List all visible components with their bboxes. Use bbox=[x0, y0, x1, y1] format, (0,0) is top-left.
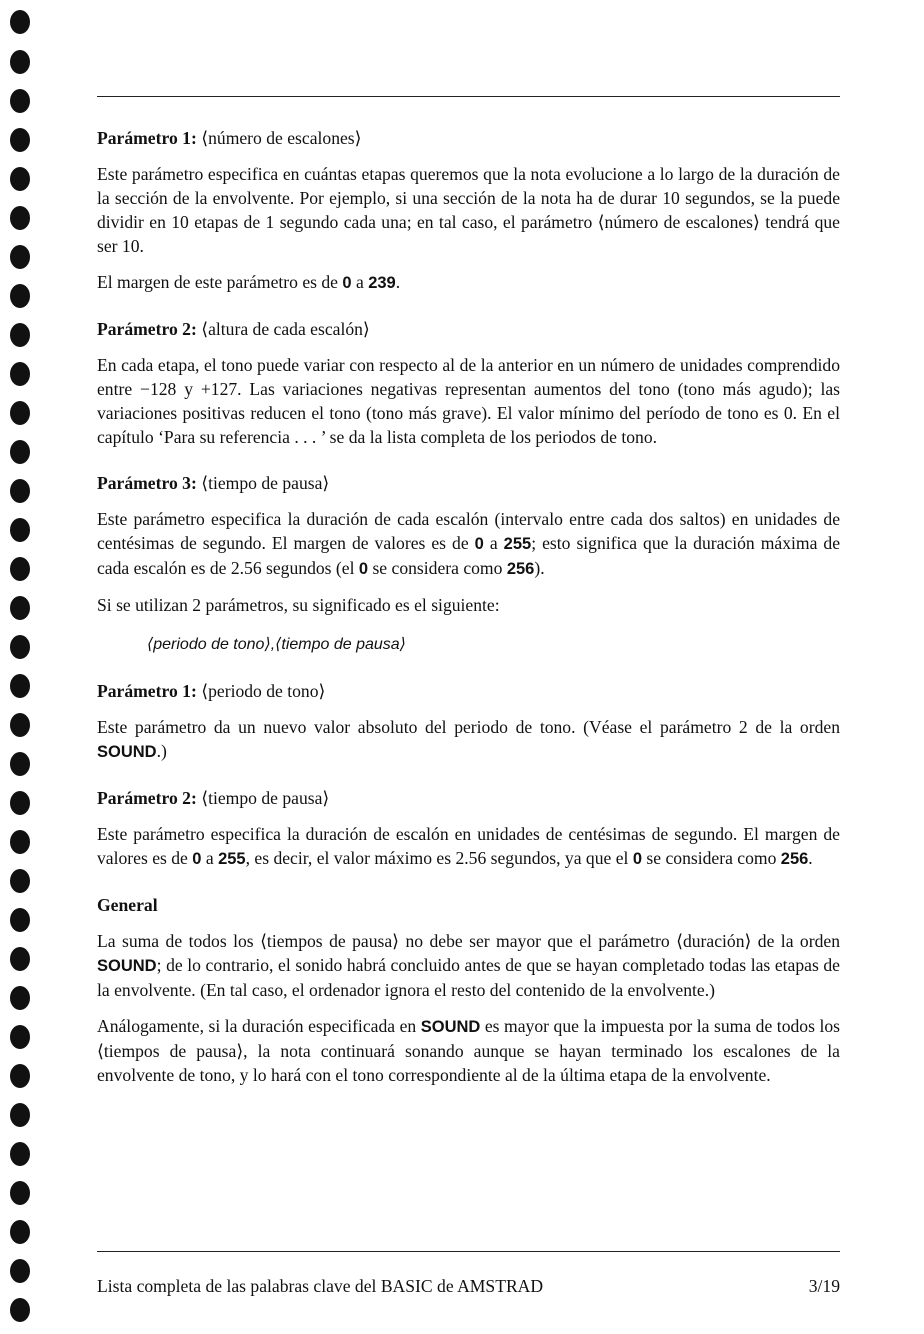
binder-hole bbox=[10, 518, 30, 542]
param3-description bbox=[97, 507, 840, 581]
binder-hole bbox=[10, 1259, 30, 1283]
param1-range bbox=[97, 270, 840, 295]
value: 255 bbox=[218, 850, 246, 868]
page-footer bbox=[97, 1276, 840, 1297]
binder-hole bbox=[10, 635, 30, 659]
binder-hole bbox=[10, 167, 30, 191]
text: . bbox=[395, 272, 401, 292]
binder-hole bbox=[10, 10, 30, 34]
text: es mayor que la impuesta por la suma de todos los ⟨tiempos de pausa⟩, la nota continuará sonando aunque se hayan terminado los escalones de la envolvente de tono, y lo hará con el tono correspondiente al de la última etapa de la envolvente. bbox=[97, 1016, 840, 1085]
text: , es decir, el valor máximo es 2.56 segundos, ya que el bbox=[245, 848, 633, 868]
binder-hole bbox=[10, 986, 30, 1010]
binder-hole bbox=[10, 50, 30, 74]
binder-hole bbox=[10, 674, 30, 698]
general-paragraph-1 bbox=[97, 929, 840, 1002]
param-name: ⟨tiempo de pausa⟩ bbox=[201, 473, 330, 493]
text: La suma de todos los ⟨tiempos de pausa⟩ no debe ser mayor que el parámetro ⟨duración⟩ de la orden bbox=[97, 931, 840, 951]
bottom-rule bbox=[97, 1251, 840, 1252]
text: Este parámetro da un nuevo valor absoluto del periodo de tono. (Véase el parámetro 2 de la orden bbox=[97, 717, 840, 737]
binder-hole bbox=[10, 1220, 30, 1244]
binder-hole bbox=[10, 1064, 30, 1088]
param1-heading bbox=[97, 126, 840, 150]
alt-param1-heading bbox=[97, 679, 840, 703]
keyword: SOUND bbox=[420, 1018, 481, 1036]
value: 0 bbox=[192, 850, 202, 868]
value: 256 bbox=[780, 850, 809, 868]
param2-description: En cada etapa, el tono puede variar con respecto al de la anterior en un número de unidades comprendido entre −128 y +127. Las variaciones negativas representan aumentos del tono (tono más agudo); las variaciones positivas reducen el tono (tono más grave). El valor mínimo del período de tono es 0. En el capítulo ‘Para su referencia . . . ’ se da la lista completa de los periodos de tono. bbox=[97, 355, 840, 447]
binder-hole bbox=[10, 830, 30, 854]
keyword: SOUND bbox=[97, 743, 157, 761]
text: a bbox=[351, 272, 369, 292]
top-rule bbox=[97, 96, 840, 97]
text: El margen de este parámetro es de bbox=[97, 272, 343, 292]
text: a bbox=[483, 533, 504, 553]
param-name: ⟨altura de cada escalón⟩ bbox=[201, 319, 370, 339]
param-label: Parámetro 2: bbox=[97, 319, 197, 339]
general-heading bbox=[97, 893, 840, 917]
param-label: Parámetro 1: bbox=[97, 681, 197, 701]
value: 256 bbox=[506, 560, 535, 578]
text: Análogamente, si la duración especificada en bbox=[97, 1016, 421, 1036]
value: 239 bbox=[368, 274, 396, 292]
param-label: Parámetro 2: bbox=[97, 788, 197, 808]
value: 255 bbox=[503, 535, 532, 553]
binder-hole bbox=[10, 869, 30, 893]
param-name: ⟨tiempo de pausa⟩ bbox=[201, 788, 330, 808]
general-paragraph-2 bbox=[97, 1014, 840, 1087]
binder-hole bbox=[10, 1103, 30, 1127]
text: . bbox=[808, 848, 813, 868]
text: .) bbox=[156, 741, 167, 761]
param-name: ⟨número de escalones⟩ bbox=[201, 128, 362, 148]
binder-hole bbox=[10, 557, 30, 581]
binder-hole bbox=[10, 1181, 30, 1205]
syntax-line: ⟨periodo de tono⟩,⟨tiempo de pausa⟩ bbox=[147, 636, 406, 653]
binder-hole bbox=[10, 713, 30, 737]
binder-holes bbox=[0, 0, 40, 1334]
binder-hole bbox=[10, 596, 30, 620]
text: ; esto significa que la duración máxima de cada escalón es de 2.56 segundos (el bbox=[97, 533, 840, 578]
binder-hole bbox=[10, 440, 30, 464]
param-label: Parámetro 3: bbox=[97, 473, 197, 493]
binder-hole bbox=[10, 362, 30, 386]
value: 0 bbox=[474, 535, 484, 553]
binder-hole bbox=[10, 1142, 30, 1166]
value: 0 bbox=[632, 850, 643, 868]
binder-hole bbox=[10, 791, 30, 815]
binder-hole bbox=[10, 89, 30, 113]
value: 0 bbox=[342, 274, 352, 292]
binder-hole bbox=[10, 479, 30, 503]
alt-param2-heading bbox=[97, 786, 840, 810]
footer-title: Lista completa de las palabras clave del BASIC de AMSTRAD bbox=[97, 1276, 544, 1296]
text: ; de lo contrario, el sonido habrá concluido antes de que se hayan completado todas las etapas de la envolvente. (En tal caso, el ordenador ignora el resto del contenido de la envolvente.) bbox=[97, 955, 840, 1000]
binder-hole bbox=[10, 128, 30, 152]
binder-hole bbox=[10, 947, 30, 971]
keyword: SOUND bbox=[97, 957, 157, 975]
binder-hole bbox=[10, 401, 30, 425]
binder-hole bbox=[10, 1025, 30, 1049]
binder-hole bbox=[10, 206, 30, 230]
text: Este parámetro especifica la duración de escalón en unidades de centésimas de segundo. El margen de valores es de bbox=[97, 824, 840, 868]
text: se considera como bbox=[642, 848, 781, 868]
binder-hole bbox=[10, 245, 30, 269]
param3-heading bbox=[97, 471, 840, 495]
section-label: General bbox=[97, 895, 158, 915]
param-name: ⟨periodo de tono⟩ bbox=[201, 681, 326, 701]
text: Este parámetro especifica la duración de cada escalón (intervalo entre cada dos saltos) en unidades de centésimas de segundo. El margen de valores es de bbox=[97, 509, 840, 553]
text: ). bbox=[534, 558, 545, 578]
binder-hole bbox=[10, 284, 30, 308]
alt-param1-description bbox=[97, 715, 840, 764]
param-label: Parámetro 1: bbox=[97, 128, 197, 148]
param2-heading bbox=[97, 317, 840, 341]
text: a bbox=[201, 848, 219, 868]
two-params-intro: Si se utilizan 2 parámetros, su significado es el siguiente: bbox=[97, 595, 500, 615]
page-body bbox=[97, 126, 840, 1087]
binder-hole bbox=[10, 908, 30, 932]
binder-hole bbox=[10, 752, 30, 776]
alt-param2-description bbox=[97, 822, 840, 871]
param1-description: Este parámetro especifica en cuántas etapas queremos que la nota evolucione a lo largo de la duración de la sección de la envolvente. Por ejemplo, si una sección de la nota ha de durar 10 segundos, se la puede dividir en 10 etapas de 1 segundo cada una; en tal caso, el parámetro ⟨número de escalones⟩ tendrá que ser 10. bbox=[97, 164, 840, 256]
value: 0 bbox=[358, 560, 369, 578]
binder-hole bbox=[10, 323, 30, 347]
page-number: 3/19 bbox=[808, 1276, 840, 1296]
text: se considera como bbox=[368, 558, 507, 578]
binder-hole bbox=[10, 1298, 30, 1322]
